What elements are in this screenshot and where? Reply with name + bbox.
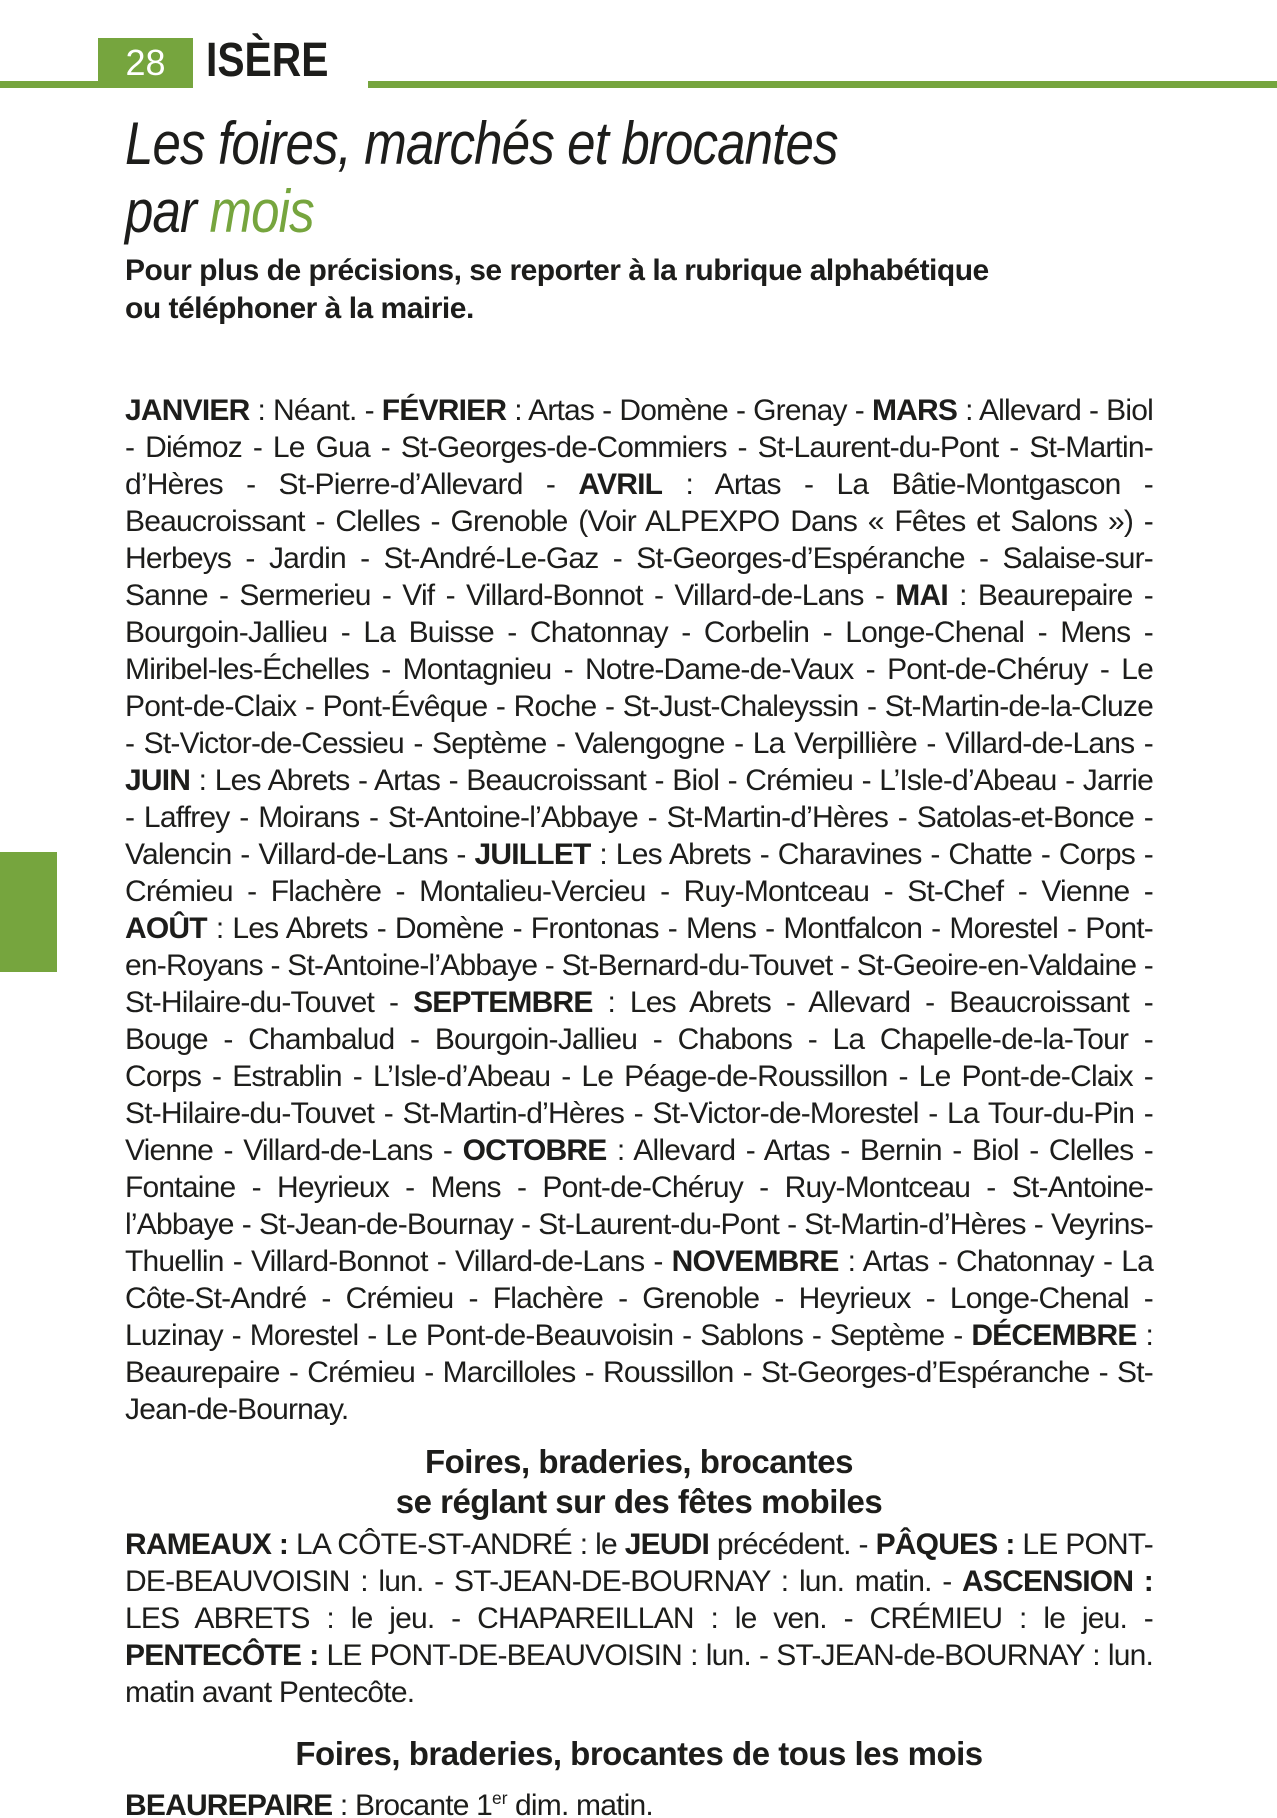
section-heading-all-months: Foires, braderies, brocantes de tous les mois: [295, 1735, 983, 1772]
mobile-feasts-heading-line1: Foires, braderies, brocantes: [424, 1443, 853, 1480]
mobile-feasts-paragraph: RAMEAUX : LA CÔTE-ST-ANDRÉ : le JEUDI précédent. - PÂQUES : LE PONT-DE-BEAUVOISIN : lun. - ST-JEAN-DE-BOURNAY : lun. matin. - ASCENSION : LES ABRETS : le jeu. - CHAPAREILLAN : le ven. - CRÉMIEU : le jeu. - PENTECÔTE : LE PONT-DE-BEAUVOISIN : lun. - ST-JEAN-de-BOURNAY : lun. matin avant Pentecôte.: [125, 1528, 1153, 1709]
page-title: [125, 110, 1230, 246]
months-paragraph: JANVIER : Néant. - FÉVRIER : Artas - Domène - Grenay - MARS : Allevard - Biol - Diémoz - Le Gua - St-Georges-de-Commiers - St-Laurent-du-Pont - St-Martin-d’Hères - St-Pierre-d’Allevard - AVRIL : Artas - La Bâtie-Montgascon - Beaucroissant - Clelles - Grenoble (Voir ALPEXPO Dans « Fêtes et Salons ») - Herbeys - Jardin - St-André-Le-Gaz - St-Georges-d’Espéranche - Salaise-sur-Sanne - Sermerieu - Vif - Villard-Bonnot - Villard-de-Lans - MAI : Beaurepaire - Bourgoin-Jallieu - La Buisse - Chatonnay - Corbelin - Longe-Chenal - Mens - Miribel-les-Échelles - Montagnieu - Notre-Dame-de-Vaux - Pont-de-Chéruy - Le Pont-de-Claix - Pont-Évêque - Roche - St-Just-Chaleyssin - St-Martin-de-la-Cluze - St-Victor-de-Cessieu - Septème - Valengogne - La Verpillière - Villard-de-Lans - JUIN : Les Abrets - Artas - Beaucroissant - Biol - Crémieu - L’Isle-d’Abeau - Jarrie - Laffrey - Moirans - St-Antoine-l’Abbaye - St-Martin-d’Hères - Satolas-et-Bonce - Valencin - Villard-de-Lans - JUILLET : Les Abrets - Charavines - Chatte - Corps - Crémieu - Flachère - Montalieu-Vercieu - Ruy-Montceau - St-Chef - Vienne - AOÛT : Les Abrets - Domène - Frontonas - Mens - Montfalcon - Morestel - Pont-en-Royans - St-Antoine-l’Abbaye - St-Bernard-du-Touvet - St-Geoire-en-Valdaine - St-Hilaire-du-Touvet - SEPTEMBRE : Les Abrets - Allevard - Beaucroissant - Bouge - Chambalud - Bourgoin-Jallieu - Chabons - La Chapelle-de-la-Tour - Corps - Estrablin - L’Isle-d’Abeau - Le Péage-de-Roussillon - Le Pont-de-Claix - St-Hilaire-du-Touvet - St-Martin-d’Hères - St-Victor-de-Morestel - La Tour-du-Pin - Vienne - Villard-de-Lans - OCTOBRE : Allevard - Artas - Bernin - Biol - Clelles - Fontaine - Heyrieux - Mens - Pont-de-Chéruy - Ruy-Montceau - St-Antoine-l’Abbaye - St-Jean-de-Bournay - St-Laurent-du-Pont - St-Martin-d’Hères - Veyrins-Thuellin - Villard-Bonnot - Villard-de-Lans - NOVEMBRE : Artas - Chatonnay - La Côte-St-André - Crémieu - Flachère - Grenoble - Heyrieux - Longe-Chenal - Luzinay - Morestel - Le Pont-de-Beauvoisin - Sablons - Septème - DÉCEMBRE : Beaurepaire - Crémieu - Marcilloles - Roussillon - St-Georges-d’Espéranche - St-Jean-de-Bournay.: [125, 394, 1154, 1426]
intro-note: [125, 252, 1185, 328]
intro-note-line2: ou téléphoner à la mairie.: [125, 292, 474, 325]
section-heading-mobile-feasts: [125, 1442, 1153, 1522]
region-title: ISÈRE: [206, 34, 329, 87]
page-title-line2-prefix: par: [125, 178, 210, 245]
mobile-feasts-heading-line2: se réglant sur des fêtes mobiles: [395, 1483, 883, 1520]
page-title-line2-highlight: mois: [209, 178, 314, 245]
page-number-badge: [98, 38, 193, 88]
intro-note-line1: Pour plus de précisions, se reporter à la rubrique alphabétique: [125, 254, 989, 287]
header-rule-right: [368, 81, 1277, 88]
sidebar-accent-block: [0, 852, 57, 972]
page-title-line1: Les foires, marchés et brocantes: [125, 110, 838, 177]
page-number: 28: [125, 42, 166, 83]
beaurepaire-entry: BEAUREPAIRE : Brocante 1er dim. matin.: [125, 1788, 653, 1818]
header-rule-left: [0, 81, 98, 88]
